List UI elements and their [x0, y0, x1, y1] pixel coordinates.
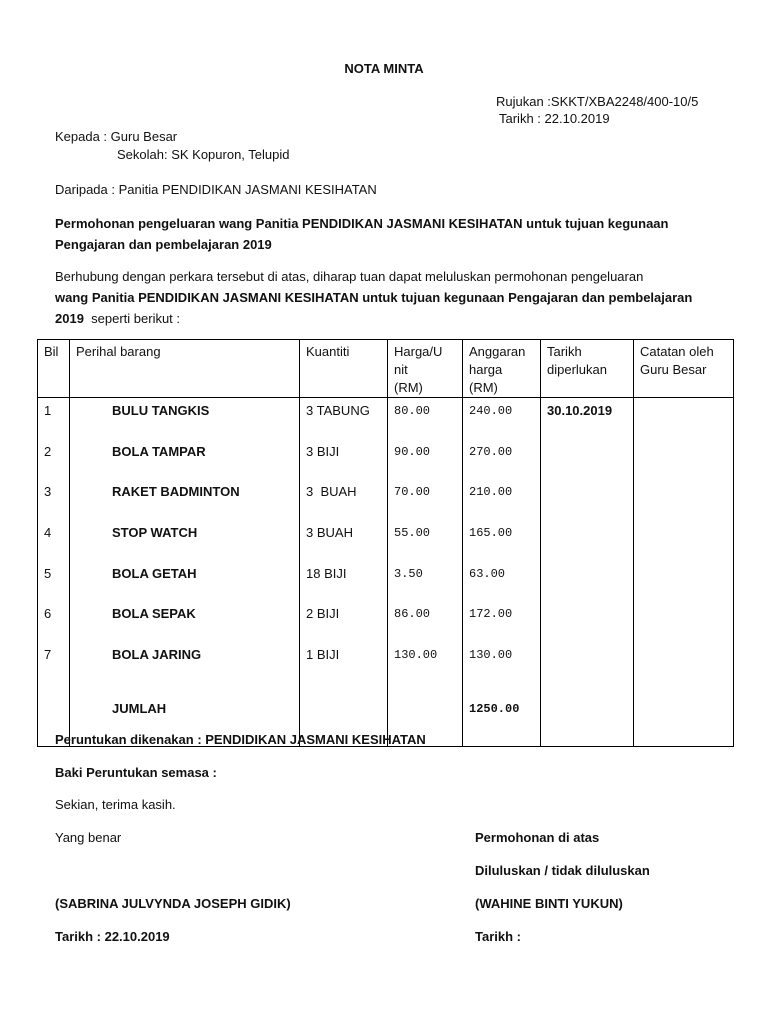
- row-bil: 3: [38, 479, 70, 520]
- row-unit-price: 3.50: [388, 561, 463, 602]
- row-item: BULU TANGKIS: [70, 398, 300, 439]
- header-harga-unit: Harga/U nit (RM): [388, 340, 463, 398]
- row-item: BOLA JARING: [70, 642, 300, 683]
- body-line-2: wang Panitia PENDIDIKAN JASMANI KESIHATAN untuk tujuan kegunaan Pengajaran dan pembelajaran: [55, 290, 693, 305]
- body-line-3: [55, 308, 715, 329]
- row-bil: 6: [38, 601, 70, 642]
- row-unit-price: 130.00: [388, 642, 463, 683]
- row-date: [541, 642, 634, 683]
- row-qty: 3 TABUNG: [300, 398, 388, 439]
- row-note: [634, 398, 734, 439]
- header-bil: Bil: [38, 340, 70, 398]
- sign-yang-benar: Yang benar: [55, 830, 122, 845]
- reference-number: Rujukan :SKKT/XBA2248/400-10/5: [496, 94, 699, 109]
- items-table: [37, 339, 734, 747]
- recipient-line: Kepada : Guru Besar: [55, 129, 178, 144]
- row-total: 270.00: [463, 439, 541, 480]
- row-total: 165.00: [463, 520, 541, 561]
- row-bil: 1: [38, 398, 70, 439]
- row-unit-price: 70.00: [388, 479, 463, 520]
- row-note: [634, 479, 734, 520]
- table-row: [38, 479, 734, 520]
- row-item: BOLA SEPAK: [70, 601, 300, 642]
- row-total: 210.00: [463, 479, 541, 520]
- row-note: [634, 601, 734, 642]
- sender-line: Daripada : Panitia PENDIDIKAN JASMANI KESIHATAN: [55, 182, 377, 197]
- body-paragraph: [55, 266, 715, 329]
- sign-right-name: (WAHINE BINTI YUKUN): [475, 896, 623, 911]
- row-item: BOLA TAMPAR: [70, 439, 300, 480]
- row-date: 30.10.2019: [541, 398, 634, 439]
- row-note: [634, 439, 734, 480]
- row-note: [634, 520, 734, 561]
- row-qty: 3 BUAH: [300, 520, 388, 561]
- closing-line: Sekian, terima kasih.: [55, 797, 176, 812]
- header-anggaran: Anggaran harga (RM): [463, 340, 541, 398]
- subject-line-2: Pengajaran dan pembelajaran 2019: [55, 237, 272, 252]
- sign-right-date: Tarikh :: [475, 929, 521, 944]
- row-total: 172.00: [463, 601, 541, 642]
- row-total: 130.00: [463, 642, 541, 683]
- total-label: JUMLAH: [70, 683, 300, 747]
- table-row: [38, 561, 734, 602]
- row-date: [541, 601, 634, 642]
- total-note-empty: [634, 683, 734, 747]
- allocation-line: Peruntukan dikenakan : PENDIDIKAN JASMANI KESIHATAN: [55, 732, 426, 747]
- body-line-1: Berhubung dengan perkara tersebut di atas, diharap tuan dapat meluluskan permohonan pengeluaran: [55, 269, 644, 284]
- table-row: [38, 398, 734, 439]
- row-total: 240.00: [463, 398, 541, 439]
- row-date: [541, 479, 634, 520]
- row-note: [634, 561, 734, 602]
- header-kuantiti: Kuantiti: [300, 340, 388, 398]
- header-catatan: Catatan oleh Guru Besar: [634, 340, 734, 398]
- row-qty: 2 BIJI: [300, 601, 388, 642]
- row-unit-price: 90.00: [388, 439, 463, 480]
- row-qty: 1 BIJI: [300, 642, 388, 683]
- row-unit-price: 80.00: [388, 398, 463, 439]
- subject-line-1: Permohonan pengeluaran wang Panitia PENDIDIKAN JASMANI KESIHATAN untuk tujuan kegunaan: [55, 216, 669, 231]
- row-date: [541, 520, 634, 561]
- row-bil: 7: [38, 642, 70, 683]
- row-qty: 3 BIJI: [300, 439, 388, 480]
- row-total: 63.00: [463, 561, 541, 602]
- row-bil: 4: [38, 520, 70, 561]
- row-date: [541, 561, 634, 602]
- sign-approval-status: Diluluskan / tidak diluluskan: [475, 863, 650, 878]
- row-item: STOP WATCH: [70, 520, 300, 561]
- row-bil: 5: [38, 561, 70, 602]
- row-note: [634, 642, 734, 683]
- row-unit-price: 55.00: [388, 520, 463, 561]
- total-value: 1250.00: [463, 683, 541, 747]
- table-row: [38, 520, 734, 561]
- row-qty: 18 BIJI: [300, 561, 388, 602]
- balance-line: Baki Peruntukan semasa :: [55, 765, 217, 780]
- memo-title: NOTA MINTA: [344, 61, 424, 76]
- reference-date: Tarikh : 22.10.2019: [499, 111, 610, 126]
- sign-left-date: Tarikh : 22.10.2019: [55, 929, 170, 944]
- row-item: BOLA GETAH: [70, 561, 300, 602]
- row-date: [541, 439, 634, 480]
- table-header-row: [38, 340, 734, 398]
- sign-left-name: (SABRINA JULVYNDA JOSEPH GIDIK): [55, 896, 291, 911]
- body-line-3-year: 2019: [55, 311, 84, 326]
- row-qty: 3 BUAH: [300, 479, 388, 520]
- table-row: [38, 642, 734, 683]
- row-bil: 2: [38, 439, 70, 480]
- table-row: [38, 601, 734, 642]
- table-row: [38, 439, 734, 480]
- row-item: RAKET BADMINTON: [70, 479, 300, 520]
- total-date-empty: [541, 683, 634, 747]
- body-line-3-rest: seperti berikut :: [83, 311, 181, 326]
- sign-permohonan: Permohonan di atas: [475, 830, 600, 845]
- recipient-school: Sekolah: SK Kopuron, Telupid: [117, 147, 290, 162]
- row-unit-price: 86.00: [388, 601, 463, 642]
- header-perihal: Perihal barang: [70, 340, 300, 398]
- subject-paragraph: [55, 213, 715, 255]
- header-tarikh: Tarikh diperlukan: [541, 340, 634, 398]
